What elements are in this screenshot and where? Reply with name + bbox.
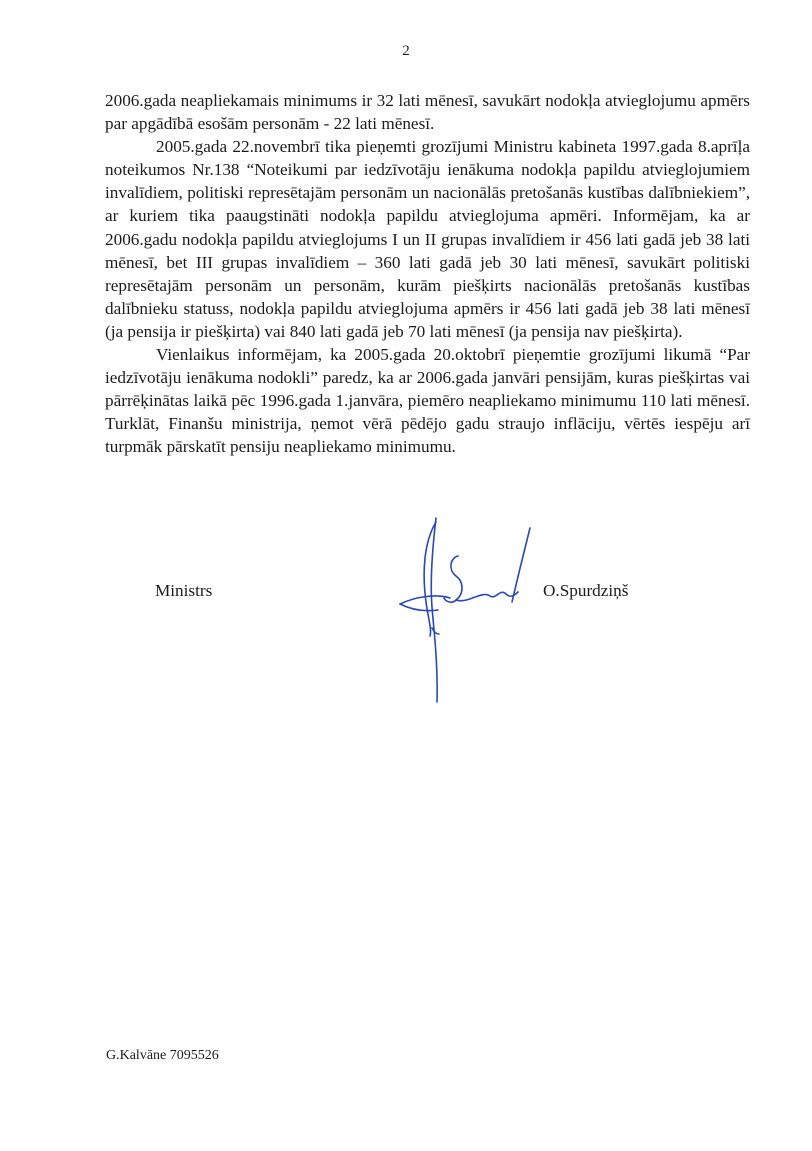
paragraph-3: Vienlaikus informējam, ka 2005.gada 20.oktobrī pieņemtie grozījumi likumā “Par iedzīvotāju ienākuma nodokli” paredz, ka ar 2006.gada janvāri pensijām, kuras piešķirtas vai pārrēķinātas laikā pēc 1996.gada 1.janvāra, piemēro neapliekamo minimumu 110 lati mēnesī. Turklāt, Finanšu ministrija, ņemot vērā pēdējo gadu straujo inflāciju, vērtēs iespēju arī turpmāk pārskatīt pensiju neapliekamo minimumu.	[105, 345, 750, 457]
handwritten-signature	[392, 512, 542, 707]
signer-name: O.Spurdziņš	[543, 581, 629, 600]
paragraph-1: 2006.gada neapliekamais minimums ir 32 lati mēnesī, savukārt nodokļa atvieglojumu apmērs par apgādībā esošām personām - 22 lati mēnesī.	[105, 91, 750, 134]
signer-title: Ministrs	[155, 581, 213, 600]
page-number: 2	[402, 43, 410, 59]
letter-body	[105, 89, 750, 459]
paragraph-2: 2005.gada 22.novembrī tika pieņemti grozījumi Ministru kabineta 1997.gada 8.aprīļa noteikumos Nr.138 “Noteikumi par iedzīvotāju ienākuma nodokļa papildu atvieglojumiem invalīdiem, politiski represētajām personām un nacionālās pretošanās kustības dalībniekiem”, ar kuriem tika paaugstināti nodokļa papildu atvieglojuma apmēri. Informējam, ka ar 2006.gadu nodokļa papildu atvieglojums I un II grupas invalīdiem ir 456 lati gadā jeb 38 lati mēnesī, bet III grupas invalīdiem – 360 lati gadā jeb 30 lati mēnesī, savukārt politiski represētajām personām un personām, kurām piešķirts nacionālās pretošanās kustības dalībnieku statuss, nodokļa papildu atvieglojuma apmērs ir 456 lati gadā jeb 38 lati mēnesī (ja pensija ir piešķirta) vai 840 lati gadā jeb 70 lati mēnesī (ja pensija nav piešķirta).	[105, 137, 750, 341]
footer-contact: G.Kalvāne 7095526	[106, 1048, 219, 1063]
